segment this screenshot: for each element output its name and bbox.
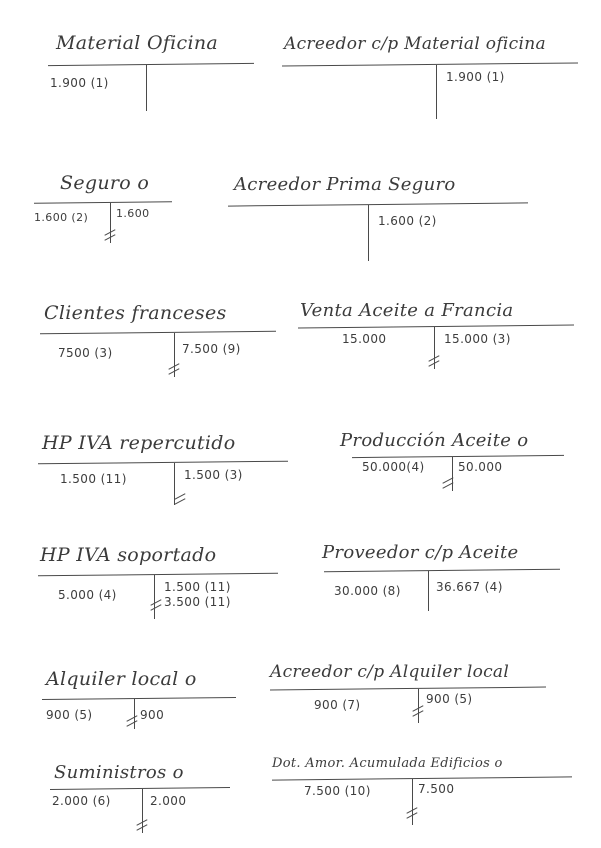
balance-mark bbox=[174, 492, 186, 506]
t-account-credit-entry bbox=[436, 580, 503, 595]
t-account-title: Alquiler local o bbox=[46, 668, 197, 690]
t-account-debit-entry: 2.000 (6) bbox=[52, 794, 111, 808]
t-account-debit-entry: 15.000 bbox=[342, 332, 387, 346]
credit-line: 7.500 bbox=[418, 782, 455, 796]
t-account-horizontal-rule bbox=[270, 687, 546, 691]
credit-line: 36.667 (4) bbox=[436, 580, 503, 594]
t-account-title: Acreedor c/p Alquiler local bbox=[270, 662, 510, 682]
balance-mark bbox=[168, 362, 180, 376]
t-account-title: Dot. Amor. Acumulada Edificios o bbox=[272, 756, 503, 771]
t-account-title: Material Oficina bbox=[56, 32, 219, 54]
t-account-horizontal-rule bbox=[228, 202, 528, 207]
t-account-horizontal-rule bbox=[48, 63, 254, 67]
t-account-credit-entry bbox=[378, 214, 437, 229]
t-account-horizontal-rule bbox=[352, 455, 564, 459]
t-account-horizontal-rule bbox=[324, 569, 560, 573]
t-account-credit-entry bbox=[140, 708, 164, 723]
t-account-credit-entry bbox=[418, 782, 454, 797]
t-account-credit-entry bbox=[184, 468, 243, 483]
t-account-horizontal-rule bbox=[38, 461, 288, 465]
balance-mark bbox=[442, 476, 454, 490]
credit-line: 1.600 (2) bbox=[378, 214, 437, 228]
t-account-title: HP IVA repercutido bbox=[42, 432, 236, 454]
t-account-horizontal-rule bbox=[42, 697, 236, 700]
balance-mark bbox=[412, 704, 424, 718]
credit-line: 2.000 bbox=[150, 794, 187, 808]
t-account-credit-entry bbox=[426, 692, 473, 707]
t-account-title: Acreedor c/p Material oficina bbox=[284, 34, 546, 54]
t-account-horizontal-rule bbox=[38, 573, 278, 577]
credit-line: 15.000 (3) bbox=[444, 332, 511, 346]
t-account-credit-entry bbox=[458, 460, 502, 475]
t-account-credit-entry bbox=[444, 332, 511, 347]
t-account-credit-entry bbox=[182, 342, 241, 357]
t-account-vertical-rule bbox=[154, 575, 155, 619]
balance-mark bbox=[104, 228, 116, 242]
credit-line: 900 bbox=[140, 708, 165, 722]
t-account-horizontal-rule bbox=[34, 201, 172, 204]
credit-line: 7.500 (9) bbox=[182, 342, 241, 356]
t-account-title: Suministros o bbox=[54, 762, 184, 783]
credit-line: 3.500 (11) bbox=[164, 595, 231, 609]
balance-mark bbox=[150, 598, 162, 612]
t-account-debit-entry: 30.000 (8) bbox=[334, 584, 401, 598]
t-account-title: Acreedor Prima Seguro bbox=[234, 174, 456, 195]
t-account-credit-entry bbox=[164, 580, 231, 610]
t-account-debit-entry: 1.600 (2) bbox=[34, 211, 89, 224]
t-account-horizontal-rule bbox=[282, 62, 578, 66]
t-account-credit-entry bbox=[116, 206, 150, 221]
t-account-vertical-rule bbox=[146, 65, 147, 111]
credit-line: 1.600 bbox=[116, 207, 150, 220]
t-account-horizontal-rule bbox=[40, 331, 276, 335]
balance-mark bbox=[136, 818, 148, 832]
t-account-debit-entry: 900 (7) bbox=[314, 698, 361, 712]
t-account-debit-entry: 5.000 (4) bbox=[58, 588, 117, 602]
t-account-credit-entry bbox=[446, 70, 505, 85]
t-account-title: Seguro o bbox=[60, 172, 150, 194]
t-account-vertical-rule bbox=[428, 571, 429, 611]
t-account-horizontal-rule bbox=[50, 787, 230, 790]
t-account-horizontal-rule bbox=[272, 776, 572, 781]
credit-line: 900 (5) bbox=[426, 692, 473, 706]
t-account-debit-entry: 7500 (3) bbox=[58, 346, 113, 360]
t-account-debit-entry: 7.500 (10) bbox=[304, 784, 371, 798]
t-account-debit-entry: 1.500 (11) bbox=[60, 472, 127, 486]
credit-line: 1.500 (11) bbox=[164, 580, 231, 594]
t-account-title: HP IVA soportado bbox=[40, 544, 217, 566]
t-account-vertical-rule bbox=[436, 65, 437, 119]
balance-mark bbox=[406, 806, 418, 820]
t-account-title: Venta Aceite a Francia bbox=[300, 300, 514, 321]
t-account-title: Clientes franceses bbox=[44, 302, 227, 324]
t-account-horizontal-rule bbox=[298, 325, 574, 329]
credit-line: 1.900 (1) bbox=[446, 70, 505, 84]
credit-line: 50.000 bbox=[458, 460, 503, 474]
t-account-debit-entry: 50.000(4) bbox=[362, 460, 425, 474]
balance-mark bbox=[428, 354, 440, 368]
t-account-debit-entry: 1.900 (1) bbox=[50, 76, 109, 90]
t-account-credit-entry bbox=[150, 794, 186, 809]
t-account-title: Proveedor c/p Aceite bbox=[322, 542, 519, 563]
t-account-debit-entry: 900 (5) bbox=[46, 708, 93, 722]
balance-mark bbox=[126, 714, 138, 728]
t-account-vertical-rule bbox=[368, 205, 369, 261]
t-account-title: Producción Aceite o bbox=[340, 430, 529, 451]
credit-line: 1.500 (3) bbox=[184, 468, 243, 482]
